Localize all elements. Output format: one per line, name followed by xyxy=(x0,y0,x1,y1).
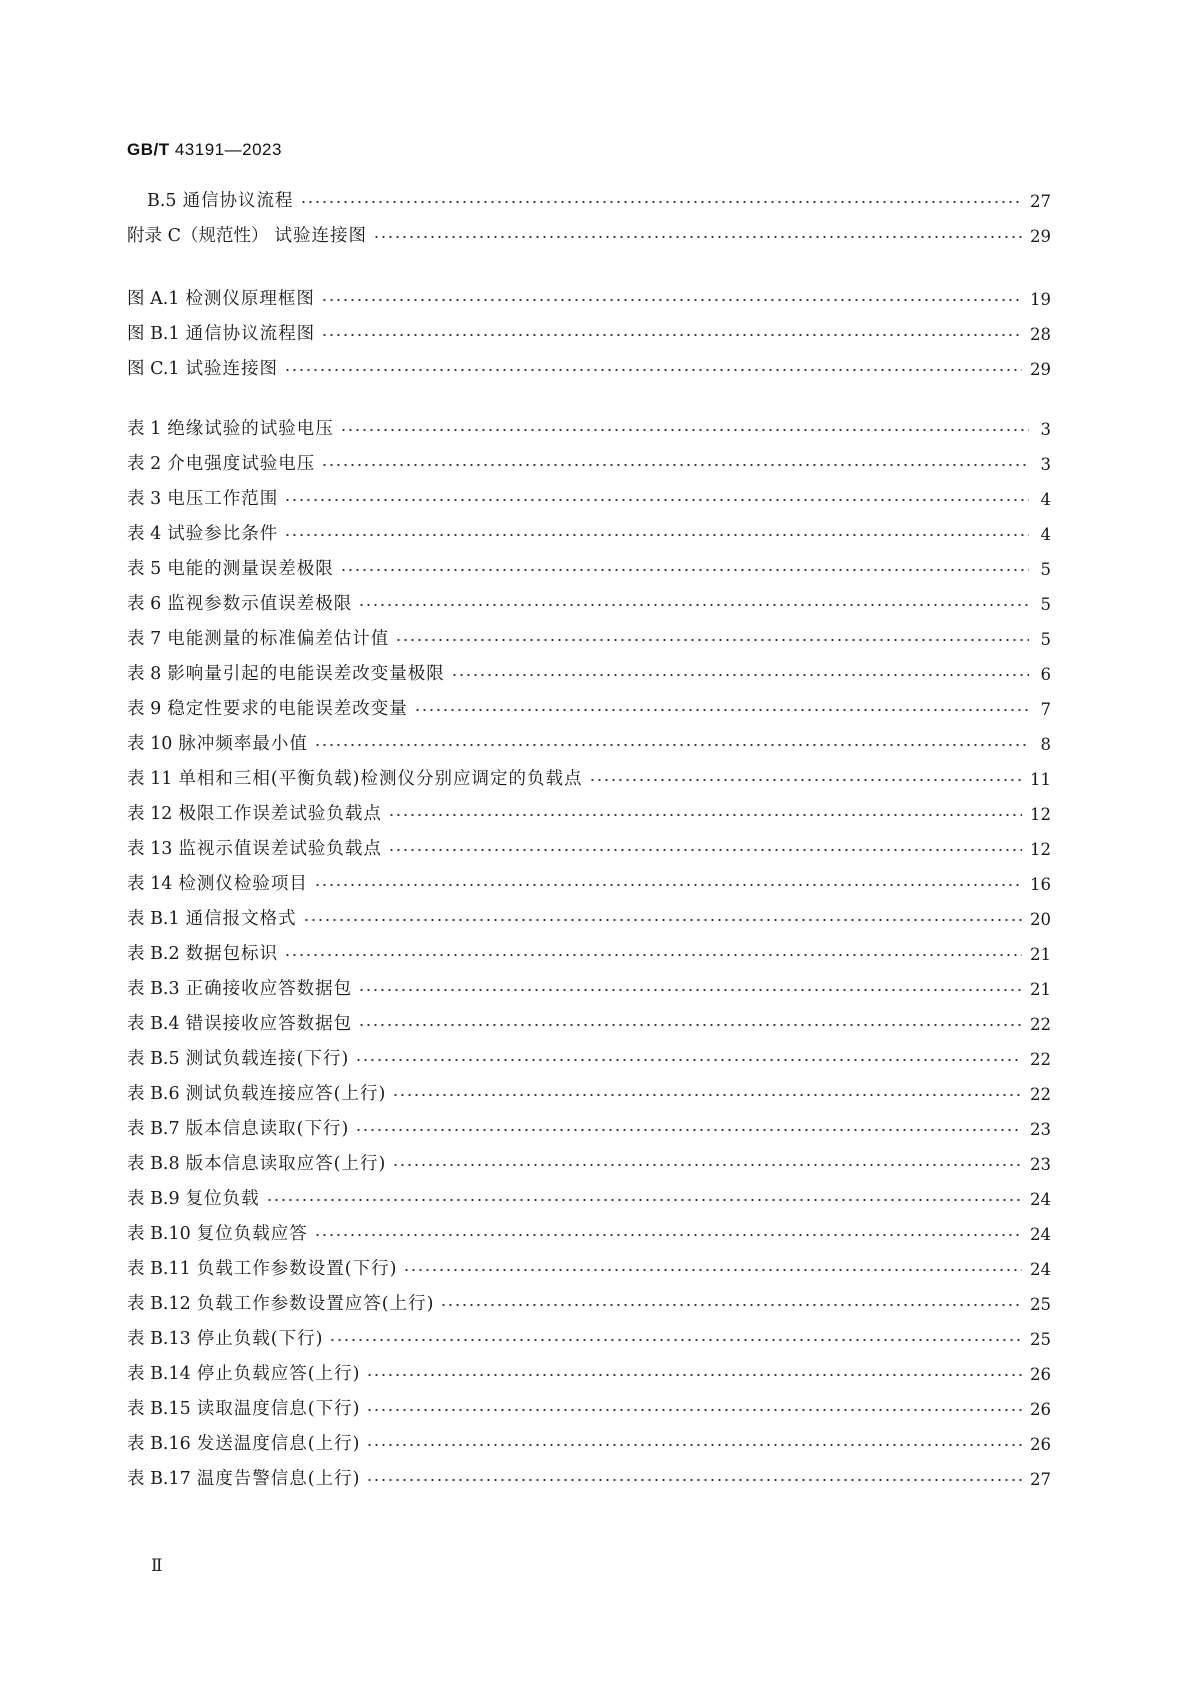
dot-leader xyxy=(284,532,1029,538)
dot-leader xyxy=(358,602,1029,608)
toc-entry-title: 正确接收应答数据包 xyxy=(185,978,353,999)
dot-leader xyxy=(340,427,1029,433)
toc-entry-page-number: 8 xyxy=(1040,734,1051,754)
toc-entry[interactable] xyxy=(127,1453,1051,1488)
toc-entry-title: 测试负载连接应答(上行) xyxy=(185,1083,387,1104)
toc-entry-page-number: 3 xyxy=(1040,419,1051,439)
toc-entry[interactable] xyxy=(127,718,1051,753)
toc-entry-page-number: 26 xyxy=(1030,1399,1051,1419)
toc-entry-label: 表 B.10 xyxy=(127,1223,191,1244)
toc-entry[interactable] xyxy=(127,648,1051,683)
toc-entry-title: 影响量引起的电能误差改变量极限 xyxy=(167,663,445,684)
dot-leader xyxy=(314,882,1022,888)
toc-entry-label: 表 5 xyxy=(127,558,162,579)
dot-leader xyxy=(321,297,1022,303)
toc-entry-page-number: 4 xyxy=(1040,489,1051,509)
toc-entry-label: 表 B.14 xyxy=(127,1363,191,1384)
toc-entry-label: 表 B.1 xyxy=(127,908,180,929)
toc-entry-label: 表 7 xyxy=(127,628,162,649)
toc-entry[interactable] xyxy=(127,893,1051,928)
toc-entry-page-number: 24 xyxy=(1030,1259,1051,1279)
toc-entry[interactable] xyxy=(127,613,1051,648)
toc-entry-title: 负载工作参数设置(下行) xyxy=(196,1258,398,1279)
toc-entry[interactable] xyxy=(127,788,1051,823)
toc-entry-page-number: 12 xyxy=(1030,839,1051,859)
toc-figures-section xyxy=(127,273,1051,378)
toc-entry-page-number: 24 xyxy=(1030,1189,1051,1209)
toc-entry-page-number: 19 xyxy=(1030,289,1051,309)
toc-entry-title: 负载工作参数设置应答(上行) xyxy=(196,1293,435,1314)
dot-leader xyxy=(392,1162,1022,1168)
toc-entry-label: 表 B.15 xyxy=(127,1398,191,1419)
toc-entry-title: 介电强度试验电压 xyxy=(167,453,316,474)
toc-entry[interactable] xyxy=(127,963,1051,998)
toc-entry-page-number: 27 xyxy=(1030,191,1051,211)
dot-leader xyxy=(395,637,1029,643)
toc-entry[interactable] xyxy=(127,1173,1051,1208)
toc-entry-title: 单相和三相(平衡负载)检测仪分别应调定的负载点 xyxy=(178,768,583,789)
toc-entry-label: 表 12 xyxy=(127,803,173,824)
toc-entry[interactable] xyxy=(127,753,1051,788)
toc-entry-title: 通信报文格式 xyxy=(185,908,297,929)
dot-leader xyxy=(373,234,1022,240)
toc-entry-title: 复位负载 xyxy=(185,1188,260,1209)
dot-leader xyxy=(321,462,1029,468)
toc-entry-label: 表 B.13 xyxy=(127,1328,191,1349)
dot-leader xyxy=(358,1022,1022,1028)
toc-entry[interactable] xyxy=(127,1103,1051,1138)
dot-leader xyxy=(388,847,1022,853)
toc-entry-label: 图 B.1 xyxy=(127,323,180,344)
dot-leader xyxy=(403,1267,1022,1273)
toc-entry-title: 测试负载连接(下行) xyxy=(185,1048,350,1069)
toc-entry-label: 附录 C（规范性） xyxy=(127,225,269,246)
toc-entry-page-number: 7 xyxy=(1040,699,1051,719)
toc-entry-label: 表 B.11 xyxy=(127,1258,191,1279)
dot-leader xyxy=(314,742,1029,748)
toc-entry-page-number: 5 xyxy=(1040,629,1051,649)
toc-entry[interactable] xyxy=(127,1418,1051,1453)
dot-leader xyxy=(300,199,1022,205)
toc-entry-label: 表 11 xyxy=(127,768,173,789)
toc-entry-label: 表 B.2 xyxy=(127,943,180,964)
toc-entry[interactable] xyxy=(127,1068,1051,1103)
toc-entry[interactable] xyxy=(127,273,1051,308)
toc-entry-title: 电压工作范围 xyxy=(167,488,279,509)
toc-entry-title: 试验连接图 xyxy=(185,358,279,379)
toc-entry[interactable] xyxy=(127,998,1051,1033)
toc-entry[interactable] xyxy=(127,928,1051,963)
toc-entry-title: 通信协议流程 xyxy=(182,190,294,211)
toc-entry-page-number: 26 xyxy=(1030,1434,1051,1454)
toc-entry-title: 脉冲频率最小值 xyxy=(178,733,308,754)
toc-entry-page-number: 3 xyxy=(1040,454,1051,474)
toc-entry-title: 检测仪原理框图 xyxy=(185,288,315,309)
toc-entry-page-number: 20 xyxy=(1030,909,1051,929)
toc-entry-label: 图 A.1 xyxy=(127,288,180,309)
toc-entry[interactable] xyxy=(127,823,1051,858)
dot-leader xyxy=(284,952,1022,958)
toc-entry-label: 表 14 xyxy=(127,873,173,894)
page-number: Ⅱ xyxy=(151,1556,163,1576)
toc-entry-title: 版本信息读取(下行) xyxy=(185,1118,350,1139)
toc-appendix-section xyxy=(127,175,1051,245)
standard-number: 43191—2023 xyxy=(174,140,282,159)
toc-entry-page-number: 4 xyxy=(1040,524,1051,544)
toc-entry-title: 绝缘试验的试验电压 xyxy=(167,418,334,439)
toc-entry-page-number: 29 xyxy=(1030,359,1051,379)
dot-leader xyxy=(358,987,1022,993)
toc-entry-title: 监视示值误差试验负载点 xyxy=(178,838,382,859)
toc-entry-label: 表 6 xyxy=(127,593,162,614)
toc-entry-page-number: 28 xyxy=(1030,324,1051,344)
toc-entry[interactable] xyxy=(127,1243,1051,1278)
toc-entry-label: 表 1 xyxy=(127,418,162,439)
toc-entry[interactable] xyxy=(127,1313,1051,1348)
toc-tables-section xyxy=(127,403,1051,1488)
toc-entry[interactable] xyxy=(127,1383,1051,1418)
toc-entry-title: 稳定性要求的电能误差改变量 xyxy=(167,698,408,719)
toc-entry-label: 表 B.16 xyxy=(127,1433,191,1454)
toc-entry-page-number: 21 xyxy=(1030,979,1051,999)
toc-entry-page-number: 23 xyxy=(1030,1154,1051,1174)
toc-entry-title: 版本信息读取应答(上行) xyxy=(185,1153,387,1174)
toc-entry[interactable] xyxy=(127,308,1051,343)
toc-entry-page-number: 12 xyxy=(1030,804,1051,824)
toc-entry[interactable] xyxy=(127,438,1051,473)
dot-leader xyxy=(589,777,1023,783)
toc-entry-page-number: 5 xyxy=(1040,594,1051,614)
dot-leader xyxy=(284,367,1022,373)
toc-entry-label: 表 13 xyxy=(127,838,173,859)
toc-entry-title: 温度告警信息(上行) xyxy=(196,1468,361,1489)
toc-entry-page-number: 22 xyxy=(1030,1084,1051,1104)
toc-entry-page-number: 5 xyxy=(1040,559,1051,579)
toc-entry-page-number: 25 xyxy=(1030,1294,1051,1314)
toc-entry[interactable] xyxy=(127,683,1051,718)
toc-entry-label: 表 B.7 xyxy=(127,1118,180,1139)
toc-entry-page-number: 22 xyxy=(1030,1049,1051,1069)
toc-entry-title: 监视参数示值误差极限 xyxy=(167,593,353,614)
toc-entry-page-number: 23 xyxy=(1030,1119,1051,1139)
dot-leader xyxy=(314,1232,1022,1238)
toc-entry-page-number: 21 xyxy=(1030,944,1051,964)
toc-entry[interactable] xyxy=(127,508,1051,543)
toc-entry-label: 表 B.6 xyxy=(127,1083,180,1104)
toc-entry-page-number: 29 xyxy=(1030,226,1051,246)
toc-entry-page-number: 16 xyxy=(1030,874,1051,894)
dot-leader xyxy=(355,1127,1022,1133)
toc-entry-title: 停止负载应答(上行) xyxy=(196,1363,361,1384)
toc-entry-label: 表 B.3 xyxy=(127,978,180,999)
toc-entry[interactable] xyxy=(127,473,1051,508)
toc-entry-page-number: 6 xyxy=(1040,664,1051,684)
toc-entry[interactable] xyxy=(127,543,1051,578)
toc-entry-label: 表 B.4 xyxy=(127,1013,180,1034)
toc-entry-title: 极限工作误差试验负载点 xyxy=(178,803,382,824)
toc-entry-title: 检测仪检验项目 xyxy=(178,873,308,894)
toc-entry-page-number: 24 xyxy=(1030,1224,1051,1244)
toc-entry-label: 图 C.1 xyxy=(127,358,180,379)
toc-entry-title: 读取温度信息(下行) xyxy=(196,1398,361,1419)
toc-entry-title: 通信协议流程图 xyxy=(185,323,316,344)
toc-entry-label: B.5 xyxy=(147,190,177,211)
standard-code-header xyxy=(127,140,282,160)
toc-entry[interactable] xyxy=(127,1278,1051,1313)
toc-entry[interactable] xyxy=(127,1033,1051,1068)
toc-entry-label: 表 10 xyxy=(127,733,173,754)
toc-entry[interactable] xyxy=(127,343,1051,378)
toc-entry-label: 表 B.9 xyxy=(127,1188,180,1209)
toc-entry-label: 表 B.5 xyxy=(127,1048,180,1069)
toc-entry-label: 表 3 xyxy=(127,488,162,509)
toc-entry-title: 错误接收应答数据包 xyxy=(185,1013,353,1034)
standard-prefix: GB/T xyxy=(127,140,170,159)
toc-entry-label: 表 4 xyxy=(127,523,162,544)
dot-leader xyxy=(355,1057,1022,1063)
toc-entry-page-number: 26 xyxy=(1030,1364,1051,1384)
dot-leader xyxy=(321,332,1022,338)
dot-leader xyxy=(340,567,1029,573)
toc-entry-label: 表 9 xyxy=(127,698,162,719)
dot-leader xyxy=(366,1407,1022,1413)
toc-entry[interactable] xyxy=(127,578,1051,613)
toc-entry-title: 电能的测量误差极限 xyxy=(167,558,334,579)
dot-leader xyxy=(366,1477,1022,1483)
dot-leader xyxy=(284,497,1029,503)
toc-entry-label: 表 B.12 xyxy=(127,1293,191,1314)
dot-leader xyxy=(303,917,1022,923)
toc-entry-page-number: 11 xyxy=(1030,769,1051,789)
toc-entry[interactable] xyxy=(127,403,1051,438)
dot-leader xyxy=(366,1442,1022,1448)
dot-leader xyxy=(414,707,1029,713)
toc-entry-page-number: 27 xyxy=(1030,1469,1051,1489)
toc-entry-title: 数据包标识 xyxy=(185,943,279,964)
toc-entry-page-number: 25 xyxy=(1030,1329,1051,1349)
toc-entry[interactable] xyxy=(127,1208,1051,1243)
toc-entry-label: 表 2 xyxy=(127,453,162,474)
toc-entry[interactable] xyxy=(127,1348,1051,1383)
dot-leader xyxy=(388,812,1022,818)
toc-entry-title: 发送温度信息(上行) xyxy=(196,1433,361,1454)
toc-entry-title: 试验参比条件 xyxy=(167,523,279,544)
toc-entry[interactable] xyxy=(127,175,1051,210)
dot-leader xyxy=(440,1302,1022,1308)
toc-entry-title: 电能测量的标准偏差估计值 xyxy=(167,628,390,649)
toc-entry-page-number: 22 xyxy=(1030,1014,1051,1034)
toc-entry-label: 表 B.8 xyxy=(127,1153,180,1174)
toc-entry-title: 复位负载应答 xyxy=(196,1223,308,1244)
dot-leader xyxy=(329,1337,1022,1343)
toc-entry-title: 试验连接图 xyxy=(274,225,367,246)
toc-entry-label: 表 B.17 xyxy=(127,1468,191,1489)
toc-entry-title: 停止负载(下行) xyxy=(196,1328,324,1349)
dot-leader xyxy=(266,1197,1022,1203)
toc-entry-label: 表 8 xyxy=(127,663,162,684)
toc-entry[interactable] xyxy=(127,858,1051,893)
toc-entry[interactable] xyxy=(127,210,1051,245)
dot-leader xyxy=(392,1092,1022,1098)
toc-entry[interactable] xyxy=(127,1138,1051,1173)
dot-leader xyxy=(366,1372,1022,1378)
dot-leader xyxy=(451,672,1029,678)
